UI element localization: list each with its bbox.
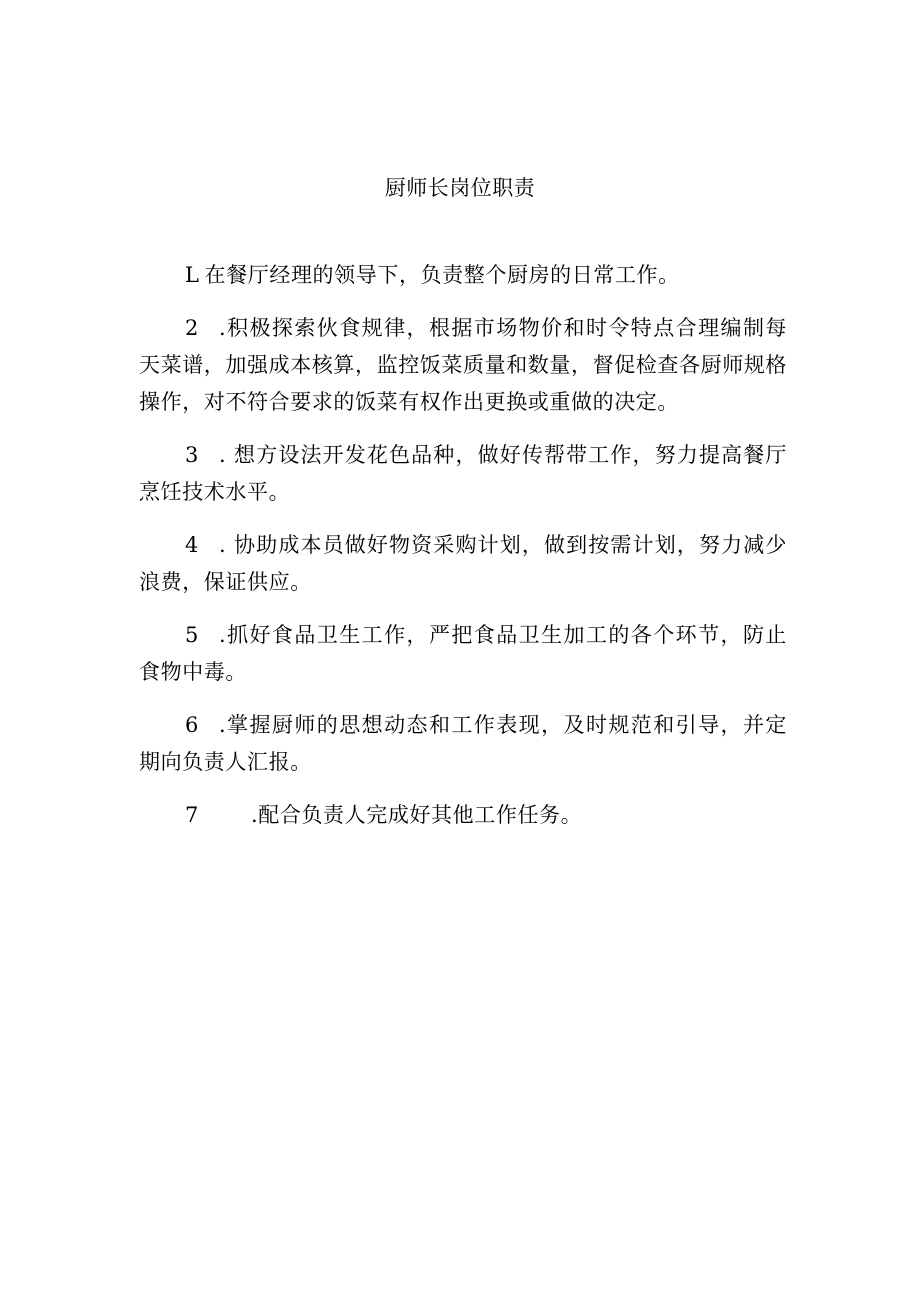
item-text: . 想方设法开发花色品种，做好传帮带工作，努力提高餐厅烹饪技术水平。 bbox=[139, 443, 787, 504]
list-item bbox=[139, 527, 787, 601]
document-title: 厨师长岗位职责 bbox=[384, 176, 536, 200]
list-item bbox=[139, 617, 787, 691]
list-item bbox=[139, 310, 787, 421]
item-number: 6 bbox=[185, 713, 199, 737]
item-text: .积极探索伙食规律，根据市场物价和时令特点合理编制每天菜谱，加强成本核算，监控饭菜质量和数量，督促检查各厨师规格操作，对不符合要求的饭菜有权作出更换或重做的决定。 bbox=[139, 316, 787, 414]
item-text: .掌握厨师的思想动态和工作表现，及时规范和引导，并定期向负责人汇报。 bbox=[139, 713, 787, 774]
item-text: .抓好食品卫生工作，严把食品卫生加工的各个环节，防止食物中毒。 bbox=[139, 623, 787, 684]
item-text: 在餐厅经理的领导下，负责整个厨房的日常工作。 bbox=[204, 263, 680, 287]
item-number: 7 bbox=[185, 803, 199, 827]
item-number: L bbox=[185, 263, 200, 287]
list-item bbox=[139, 707, 787, 781]
item-text: . 协助成本员做好物资采购计划，做到按需计划，努力减少浪费，保证供应。 bbox=[139, 533, 787, 594]
item-number: 5 bbox=[185, 623, 199, 647]
item-number: 2 bbox=[185, 316, 199, 340]
document-body bbox=[139, 257, 787, 850]
item-number: 3 bbox=[185, 443, 199, 467]
item-text: .配合负责人完成好其他工作任务。 bbox=[250, 803, 583, 827]
list-item bbox=[139, 797, 787, 834]
list-item bbox=[139, 257, 787, 294]
list-item bbox=[139, 437, 787, 511]
item-number: 4 bbox=[185, 533, 199, 557]
